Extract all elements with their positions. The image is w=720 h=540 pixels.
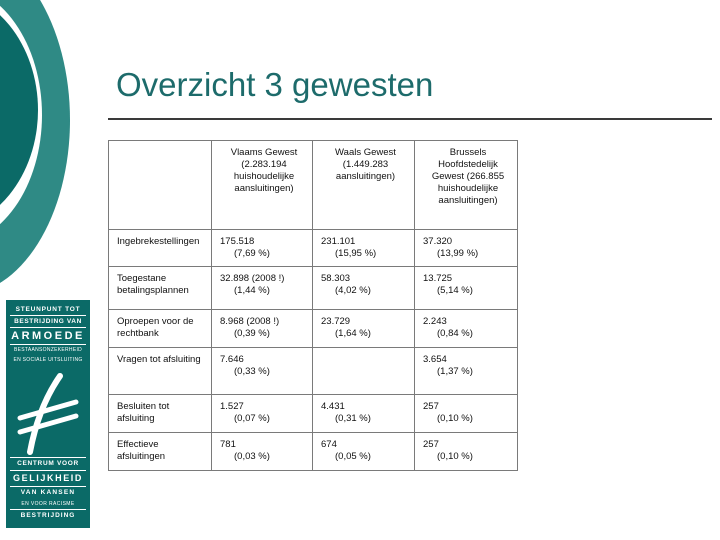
page-title: Overzicht 3 gewesten bbox=[116, 66, 434, 103]
logo-line: EN VOOR RACISME bbox=[21, 501, 75, 507]
table-cell bbox=[313, 230, 415, 267]
table-header-row bbox=[109, 141, 518, 230]
logo-divider bbox=[10, 509, 86, 510]
table-row bbox=[109, 395, 518, 433]
cell-percentage: (4,02 %) bbox=[335, 285, 371, 296]
logo-line: CENTRUM VOOR bbox=[17, 460, 79, 467]
table-cell bbox=[415, 348, 518, 395]
table-cell bbox=[313, 267, 415, 310]
table-cell bbox=[313, 395, 415, 433]
cell-percentage: (1,37 %) bbox=[437, 366, 473, 377]
equality-mark-icon bbox=[16, 372, 80, 456]
logo-divider bbox=[10, 457, 86, 458]
logo-line: EN SOCIALE UITSLUITING bbox=[13, 357, 83, 363]
cell-value: 674 bbox=[321, 439, 337, 450]
cell-percentage: (0,33 %) bbox=[234, 366, 270, 377]
logo-line: VAN KANSEN bbox=[20, 489, 76, 496]
table-cell bbox=[415, 230, 518, 267]
cell-value: 4.431 bbox=[321, 401, 345, 412]
table-cell bbox=[313, 310, 415, 348]
header-cell-brussels: Brussels Hoofdstedelijk Gewest (266.855 huishoudelijke aansluitingen) bbox=[415, 141, 518, 230]
cell-percentage: (0,84 %) bbox=[437, 328, 473, 339]
cell-value: 231.101 bbox=[321, 236, 356, 247]
logo-line: BESTRIJDING bbox=[20, 512, 76, 519]
cell-percentage: (1,44 %) bbox=[234, 285, 270, 296]
logo-line: STEUNPUNT TOT bbox=[15, 306, 81, 313]
table-cell bbox=[212, 230, 313, 267]
decorative-shapes bbox=[0, 0, 110, 300]
organization-logo bbox=[6, 300, 90, 528]
cell-percentage: (0,31 %) bbox=[335, 413, 371, 424]
table-row bbox=[109, 348, 518, 395]
logo-divider bbox=[10, 344, 86, 345]
table-cell bbox=[212, 348, 313, 395]
cell-value: 13.725 bbox=[423, 273, 453, 284]
cell-value: 32.898 (2008 !) bbox=[220, 273, 285, 284]
row-label: Besluiten tot afsluiting bbox=[109, 395, 212, 433]
logo-line: ARMOEDE bbox=[11, 330, 85, 342]
cell-percentage: (13,99 %) bbox=[437, 248, 479, 259]
cell-value: 3.654 bbox=[423, 354, 447, 365]
table-cell bbox=[313, 348, 415, 395]
logo-line: GELIJKHEID bbox=[12, 473, 83, 483]
logo-line: BESTRIJDING VAN bbox=[14, 318, 82, 325]
table-cell bbox=[415, 310, 518, 348]
row-label: Oproepen voor de rechtbank bbox=[109, 310, 212, 348]
logo-divider bbox=[10, 327, 86, 328]
cell-value: 257 bbox=[423, 439, 439, 450]
logo-divider bbox=[10, 470, 86, 471]
table-row bbox=[109, 267, 518, 310]
cell-percentage: (0,03 %) bbox=[234, 451, 270, 462]
header-cell-waals: Waals Gewest (1.449.283 aansluitingen) bbox=[313, 141, 415, 230]
table-cell bbox=[212, 267, 313, 310]
row-label: Toegestane betalingsplannen bbox=[109, 267, 212, 310]
cell-value: 58.303 bbox=[321, 273, 351, 284]
logo-divider bbox=[10, 486, 86, 487]
cell-value: 7.646 bbox=[220, 354, 244, 365]
cell-percentage: (15,95 %) bbox=[335, 248, 377, 259]
cell-value: 2.243 bbox=[423, 316, 447, 327]
table-cell bbox=[415, 433, 518, 471]
table-row bbox=[109, 433, 518, 471]
table-cell bbox=[415, 395, 518, 433]
row-label: Effectieve afsluitingen bbox=[109, 433, 212, 471]
regions-table bbox=[108, 140, 518, 471]
header-cell-vlaams: Vlaams Gewest (2.283.194 huishoudelijke aansluitingen) bbox=[212, 141, 313, 230]
table-row bbox=[109, 310, 518, 348]
cell-value: 175.518 bbox=[220, 236, 255, 247]
cell-percentage: (0,10 %) bbox=[437, 413, 473, 424]
table-cell bbox=[212, 433, 313, 471]
cell-percentage: (7,69 %) bbox=[234, 248, 270, 259]
cell-value: 257 bbox=[423, 401, 439, 412]
cell-value: 781 bbox=[220, 439, 236, 450]
table-row bbox=[109, 230, 518, 267]
cell-percentage: (0,05 %) bbox=[335, 451, 371, 462]
cell-percentage: (0,07 %) bbox=[234, 413, 270, 424]
cell-percentage: (5,14 %) bbox=[437, 285, 473, 296]
table-cell bbox=[212, 310, 313, 348]
row-label: Vragen tot afsluiting bbox=[109, 348, 212, 395]
cell-value: 23.729 bbox=[321, 316, 351, 327]
cell-percentage: (0,10 %) bbox=[437, 451, 473, 462]
cell-value: 8.968 (2008 !) bbox=[220, 316, 280, 327]
cell-value: 1.527 bbox=[220, 401, 244, 412]
table-cell bbox=[313, 433, 415, 471]
table-cell bbox=[415, 267, 518, 310]
header-cell bbox=[109, 141, 212, 230]
cell-value: 37.320 bbox=[423, 236, 453, 247]
title-divider bbox=[108, 118, 712, 120]
logo-divider bbox=[10, 315, 86, 316]
row-label: Ingebrekestellingen bbox=[109, 230, 212, 267]
cell-percentage: (1,64 %) bbox=[335, 328, 371, 339]
cell-percentage: (0,39 %) bbox=[234, 328, 270, 339]
table-cell bbox=[212, 395, 313, 433]
logo-line: BESTAANSONZEKERHEID bbox=[13, 347, 83, 353]
